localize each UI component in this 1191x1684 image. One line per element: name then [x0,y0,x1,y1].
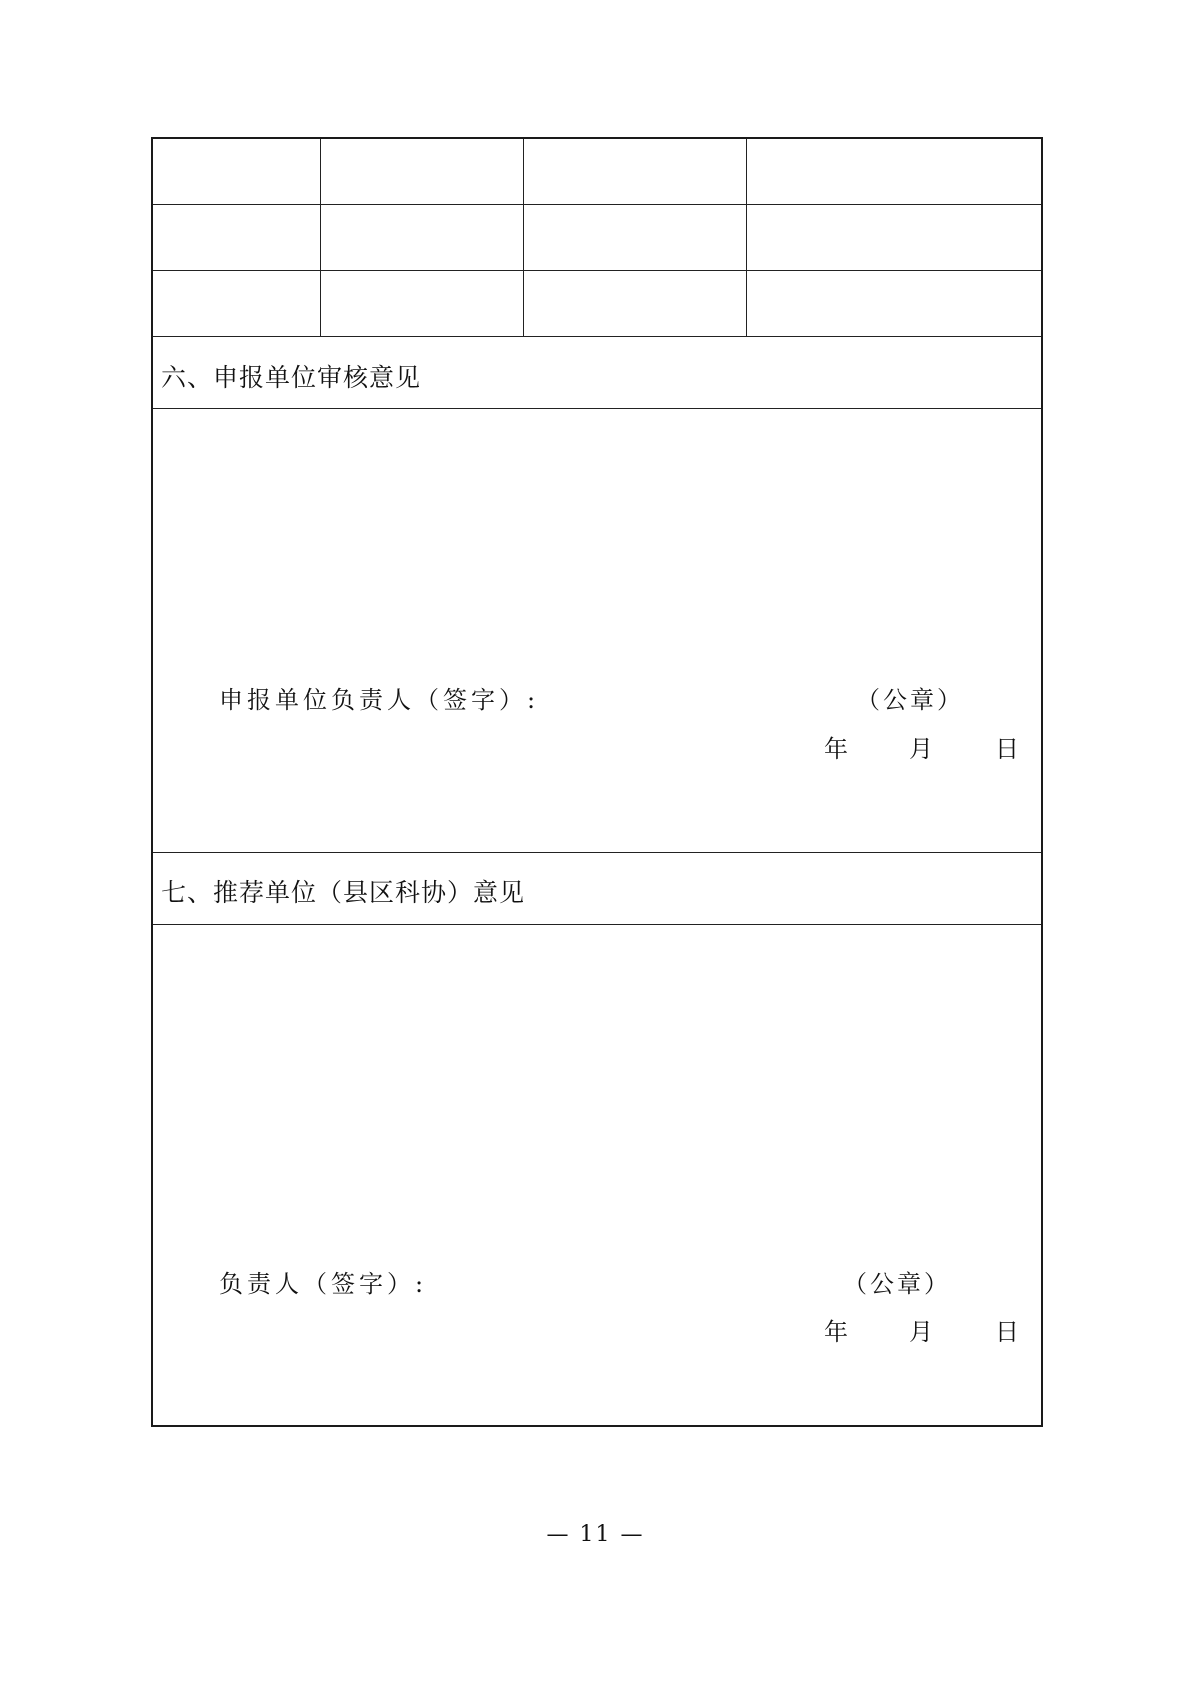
date-year-label: 年 [824,1318,848,1346]
applicant-date [824,729,1024,763]
date-day-label: 日 [995,735,1019,763]
grid-column-divider [523,139,524,336]
date-month-label: 月 [909,735,933,763]
applicant-review-opinion-area[interactable] [153,409,1041,851]
page-number: — 11 — [546,1522,645,1547]
grid-column-divider [746,139,747,336]
date-month-label: 月 [909,1318,933,1346]
section-divider [153,852,1041,853]
recommender-opinion-area[interactable] [153,925,1041,1425]
recommender-seal-label: （公章） [843,1270,951,1298]
applicant-seal-label: （公章） [856,686,964,714]
recommender-date [824,1312,1024,1346]
date-day-label: 日 [995,1318,1019,1346]
section-title-applicant-review: 六、申报单位审核意见 [161,363,422,392]
grid-row-divider [153,336,1041,337]
date-year-label: 年 [824,735,848,763]
applicant-signature-label: 申报单位负责人（签字）: [219,686,540,714]
section-title-recommender-opinion: 七、推荐单位（县区科协）意见 [161,878,526,907]
application-form-table [151,137,1043,1427]
grid-column-divider [320,139,321,336]
grid-row-divider [153,270,1041,271]
grid-row-divider [153,204,1041,205]
recommender-signature-label: 负责人（签字）: [219,1270,428,1298]
